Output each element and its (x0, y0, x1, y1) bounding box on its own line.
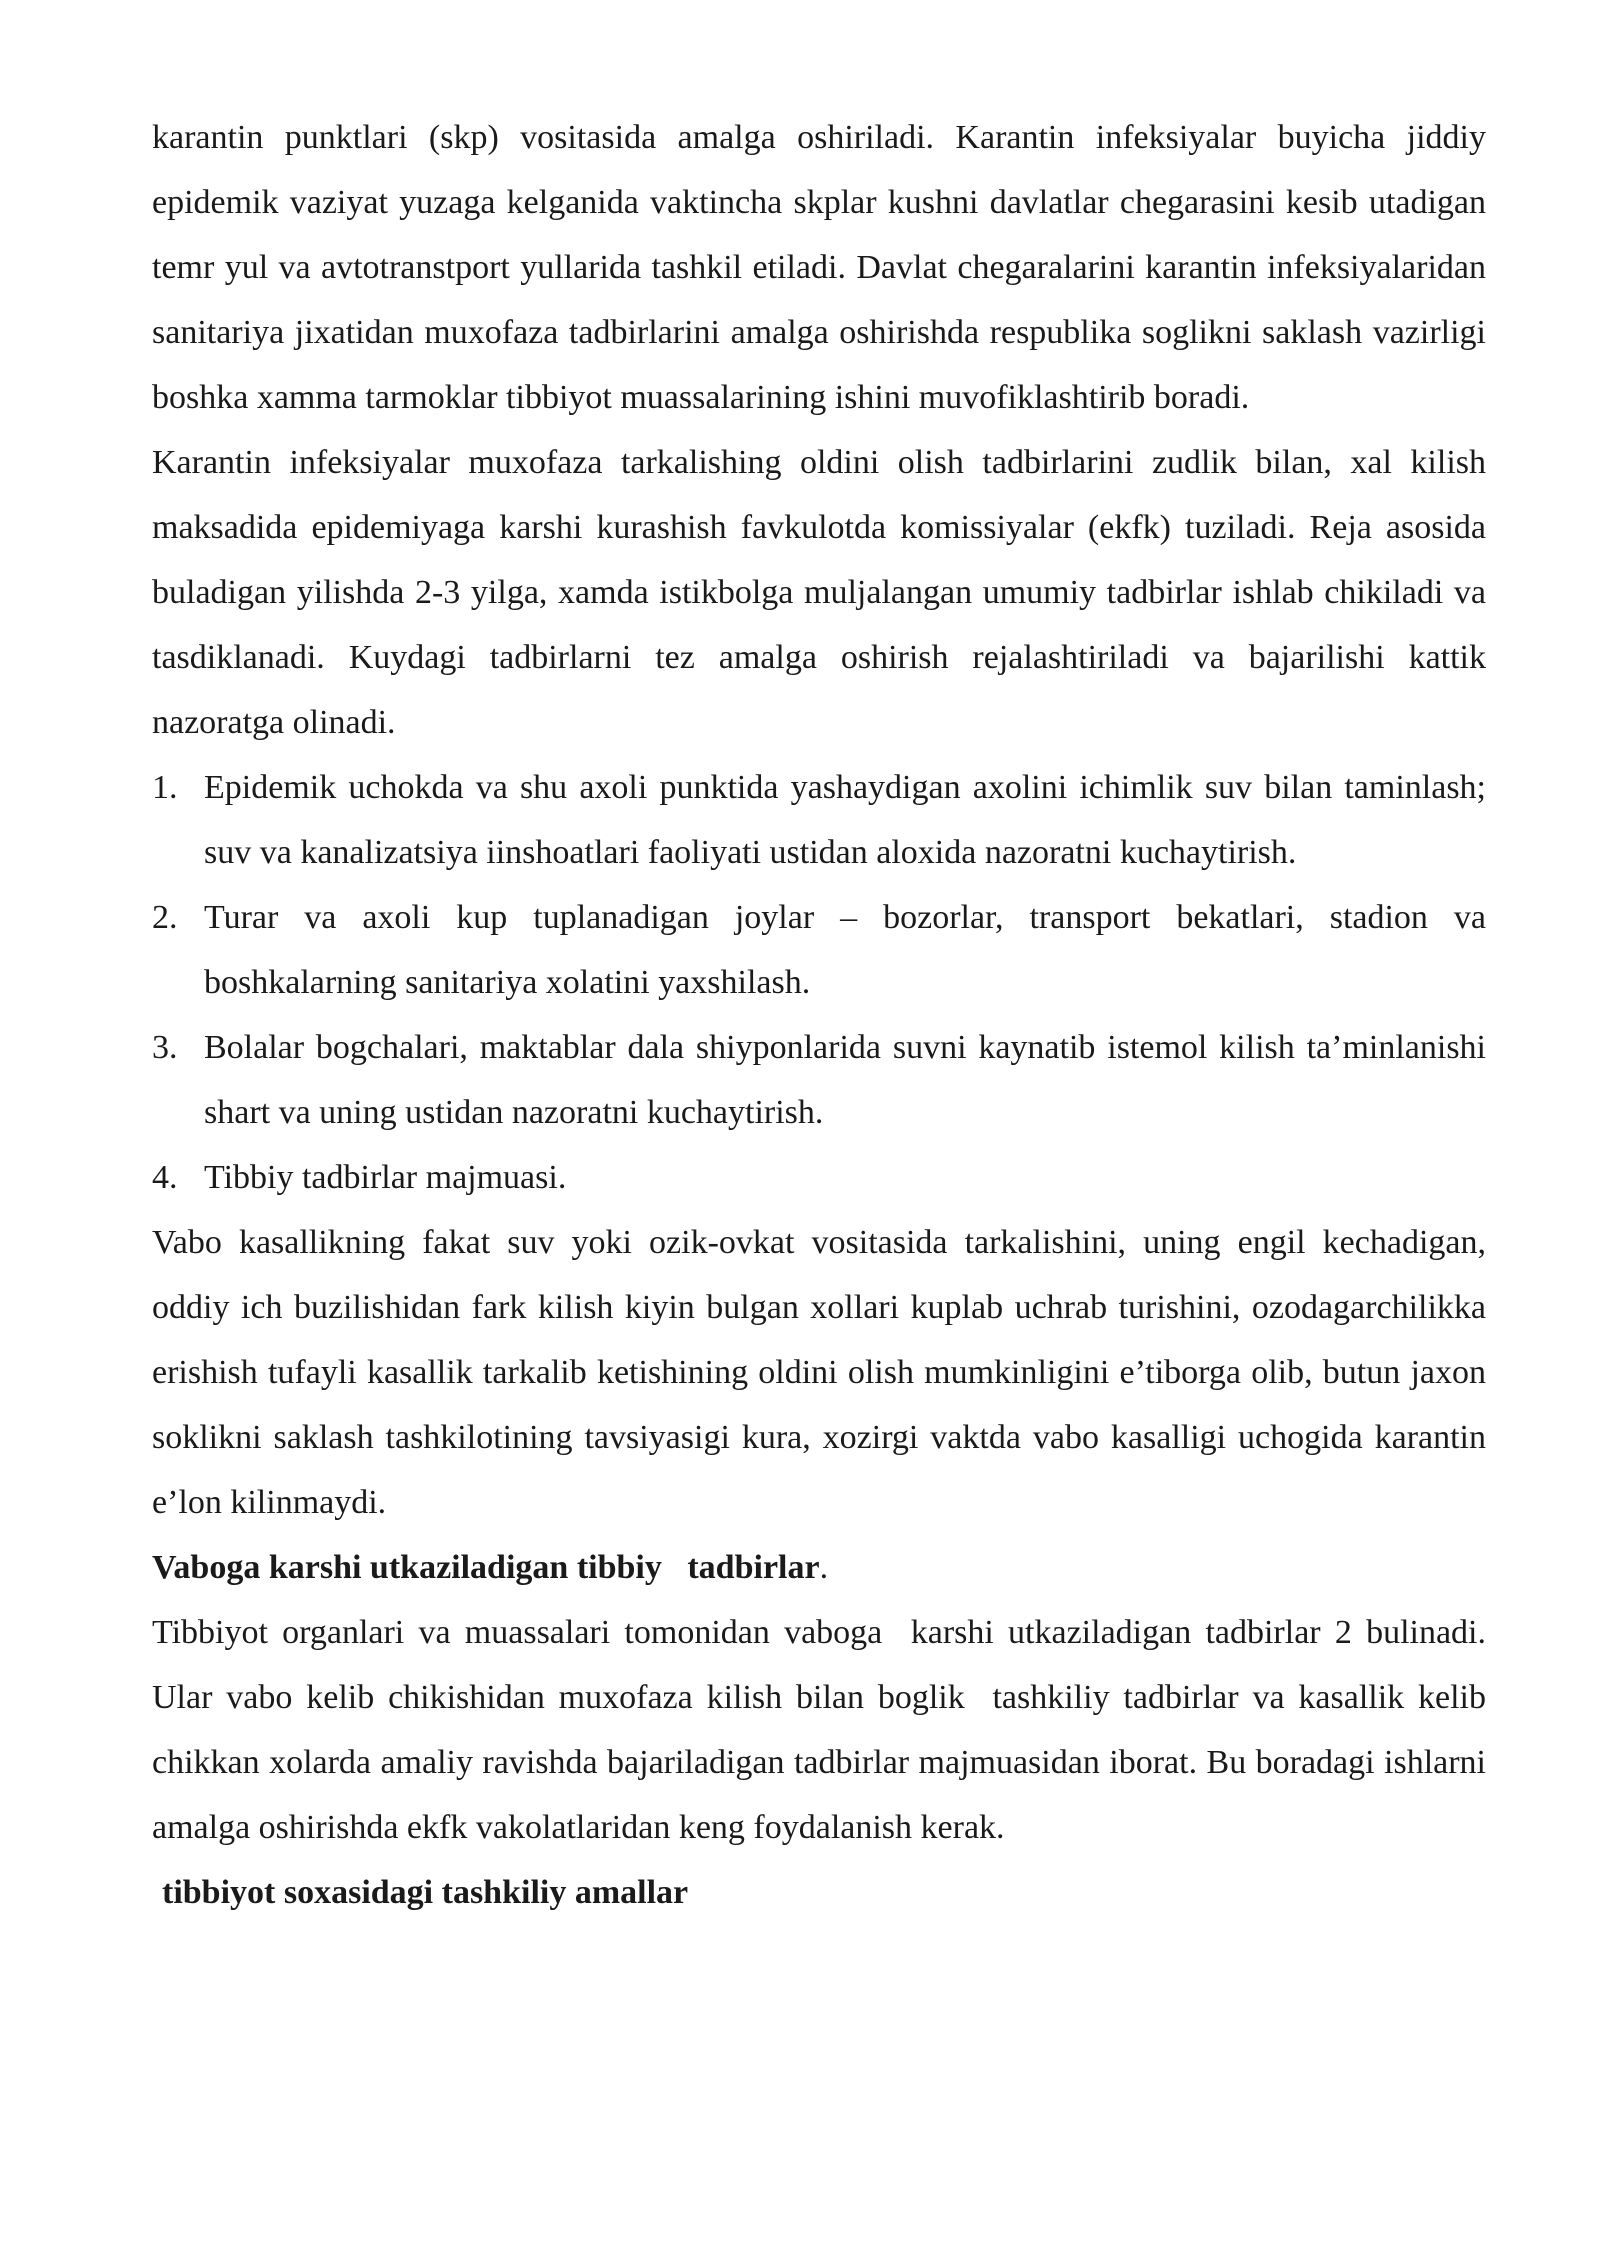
list-item (152, 755, 1486, 885)
list-item-number: 3. (152, 1029, 178, 1066)
paragraph-commission: Karantin infeksiyalar muxofaza tarkalishing oldini olish tadbirlarini zudlik bilan, xal kilish maksadida epidemiyaga karshi kurashish favkulotda komissiyalar (ekfk) tuziladi. Reja asosida buladigan yilishda 2-3 yilga, xamda istikbolga muljalangan umumiy tadbirlar ishlab chikiladi va tasdiklanadi. Kuydagi tadbirlarni tez amalga oshirish rejalashtiriladi va bajarilishi kattik nazoratga olinadi. (152, 444, 1486, 741)
list-item-number: 2. (152, 899, 178, 936)
section-heading-period: . (819, 1549, 829, 1586)
list-item-text: Tibbiy tadbirlar majmuasi. (204, 1159, 567, 1196)
measures-list (152, 755, 1486, 1210)
subsection-heading: tibbiyot soxasidagi tashkiliy amallar (162, 1874, 689, 1911)
document-page (152, 105, 1495, 1925)
list-item-text: Turar va axoli kup tuplanadigan joylar – bozorlar, transport bekatlari, stadion va boshkalarning sanitariya xolatini yaxshilash. (204, 899, 1486, 1001)
paragraph-quarantine-points: karantin punktlari (skp) vositasida amalga oshiriladi. Karantin infeksiyalar buyicha jiddiy epidemik vaziyat yuzaga kelganida vaktincha skplar kushni davlatlar chegarasini kesib utadigan temr yul va avtotranstport yullarida tashkil etiladi. Davlat chegaralarini karantin infeksiyalaridan sanitariya jixatidan muxofaza tadbirlarini amalga oshirishda respublika soglikni saklash vazirligi boshka xamma tarmoklar tibbiyot muassalarining ishini muvofiklashtirib boradi. (152, 119, 1486, 416)
list-item-text: Epidemik uchokda va shu axoli punktida yashaydigan axolini ichimlik suv bilan taminlash; suv va kanalizatsiya iinshoatlari faoliyati ustidan aloxida nazoratni kuchaytirish. (204, 769, 1486, 871)
section-heading-text: Vaboga karshi utkaziladigan tibbiy tadbirlar (152, 1549, 820, 1586)
list-item-number: 4. (152, 1159, 178, 1196)
paragraph-cholera: Vabo kasallikning fakat suv yoki ozik-ovkat vositasida tarkalishini, uning engil kechadigan, oddiy ich buzilishidan fark kilish kiyin bulgan xollari kuplab uchrab turishini, ozodagarchilikka erishish tufayli kasallik tarkalib ketishining oldini olish mumkinligini e’tiborga olib, butun jaxon soklikni saklash tashkilotining tavsiyasigi kura, xozirgi vaktda vabo kasalligi uchogida karantin e’lon kilinmaydi. (152, 1224, 1486, 1521)
list-item (152, 1145, 1486, 1210)
section-heading (152, 1535, 1486, 1600)
list-item (152, 885, 1486, 1015)
list-item (152, 1015, 1486, 1145)
list-item-text: Bolalar bogchalari, maktablar dala shiyponlarida suvni kaynatib istemol kilish ta’minlanishi shart va uning ustidan nazoratni kuchaytirish. (204, 1029, 1486, 1131)
paragraph-medical-organs: Tibbiyot organlari va muassalari tomonidan vaboga karshi utkaziladigan tadbirlar 2 bulinadi. Ular vabo kelib chikishidan muxofaza kilish bilan boglik tashkiliy tadbirlar va kasallik kelib chikkan xolarda amaliy ravishda bajariladigan tadbirlar majmuasidan iborat. Bu boradagi ishlarni amalga oshirishda ekfk vakolatlaridan keng foydalanish kerak. (152, 1614, 1495, 1846)
list-item-number: 1. (152, 769, 178, 806)
